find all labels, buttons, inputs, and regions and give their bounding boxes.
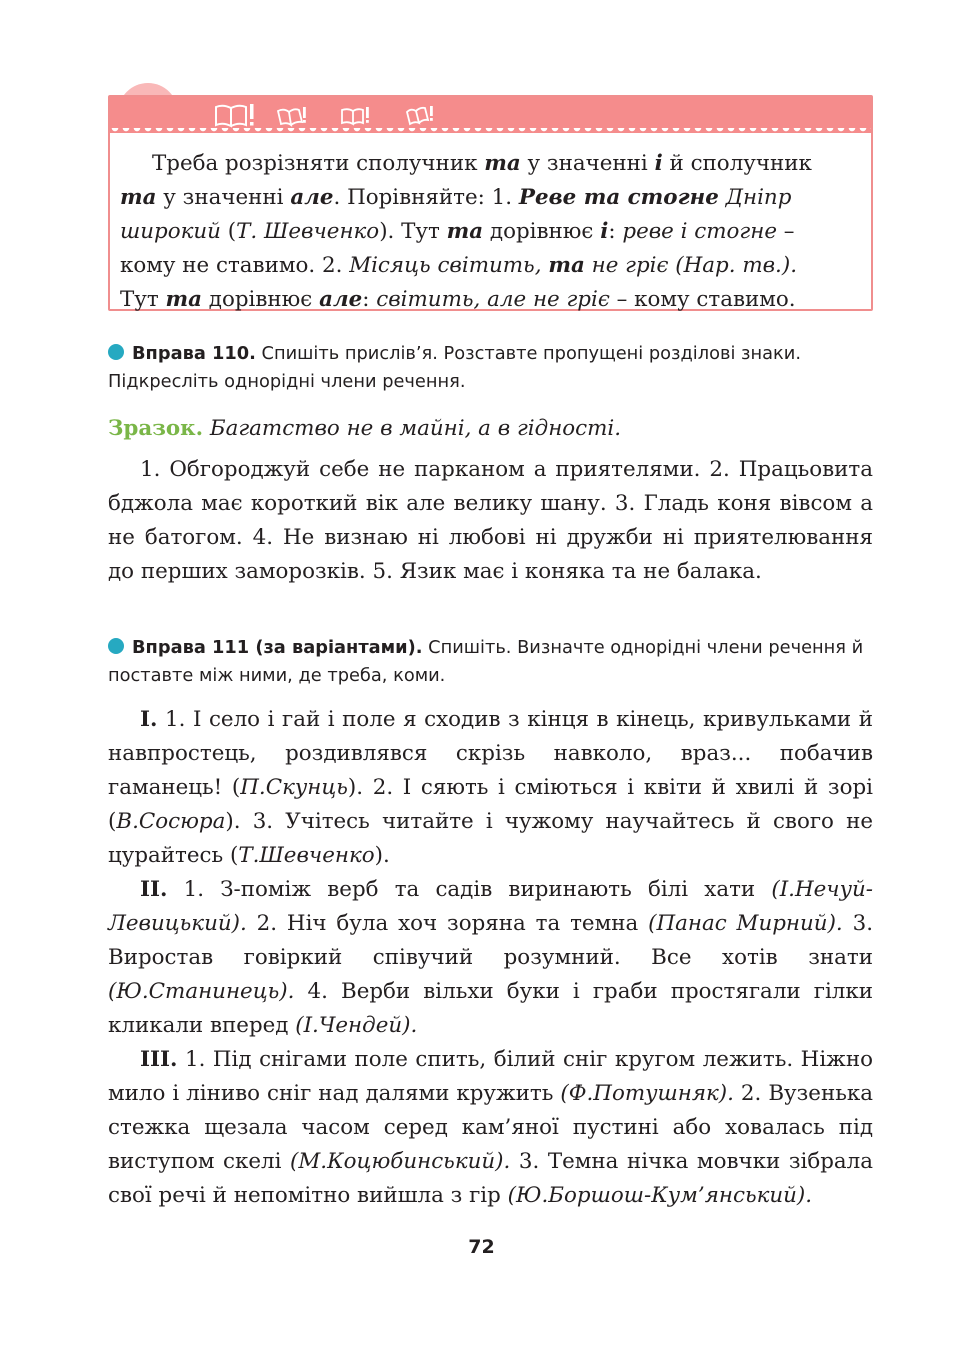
variant-3: III. 1. Під снігами поле спить, білий сніг кругом лежить. Ніжно мило і ліниво сніг над далями кружить (Ф.Потушняк). 2. Вузенька стежка щезала часом серед кам’яної пустині або ховалась під виступом скелі (М.Коцюбинський). 3. Темна нічка мовчки зібрала свої речі й непомітно вийшла з гір (Ю.Боршош-Кум’янський). [108, 1047, 873, 1208]
header-scallop-edge [110, 128, 871, 133]
open-book-icon [214, 103, 256, 129]
open-book-icon [404, 105, 436, 127]
rule-text [120, 147, 861, 317]
sample-line [108, 413, 621, 445]
bullet-dot-icon [108, 638, 124, 654]
page-number: 72 [468, 1236, 495, 1258]
exercise-110-text [108, 453, 873, 589]
rule-line: кому не ставимо. 2. Місяць світить, та не гріє (Нар. тв.). [120, 253, 798, 278]
exercise-label: Вправа 110. [132, 343, 256, 364]
sample-label: Зразок. [108, 416, 204, 441]
rule-line: Треба розрізняти сполучник та у значенні і й сполучник [152, 151, 812, 176]
exercise-110-heading [108, 340, 873, 396]
rule-box [108, 95, 873, 311]
open-book-icon [340, 106, 372, 128]
bullet-dot-icon [108, 344, 124, 360]
open-book-icon [276, 106, 308, 128]
rule-header [110, 97, 871, 133]
exercise-instruction: Спишіть прислів’я. Розставте пропущені розділові знаки. Підкресліть однорідні члени речення. [108, 343, 801, 392]
exercise-instruction: Спишіть. Визначте однорідні члени речення й поставте між ними, де треба, коми. [108, 637, 864, 686]
variant-1: I. 1. І село і гай і поле я сходив з кінця в кінець, кривульками й навпростець, роздивлявся скрізь навколо, враз... побачив гаманець! (П.Скунць). 2. І сяють і сміються і квіти й хвилі й зорі (В.Сосюра). 3. Учітесь читайте і чужому научайтесь й свого не цурайтесь (Т.Шевченко). [108, 707, 873, 868]
exercise-label: Вправа 111 (за варіантами). [132, 637, 423, 658]
rule-line: широкий (Т. Шевченко). Тут та дорівнює і: реве і стогне – [120, 219, 795, 244]
exercise-111-text [108, 703, 873, 1213]
rule-line: та у значенні але. Порівняйте: 1. Реве та стогне Дніпр [120, 185, 792, 210]
sample-text: Багатство не в майні, а в гідності. [209, 416, 622, 441]
exercise-text: 1. Обгороджуй себе не парканом а приятелями. 2. Працьовита бджола має короткий вік але велику шану. 3. Гладь коня вівсом а не батогом. 4. Не визнаю ні любові ні дружби ні приятелювання до перших заморозків. 5. Язик має і коняка та не балака. [108, 457, 873, 584]
exercise-111-heading [108, 634, 873, 690]
rule-line: Тут та дорівнює але: світить, але не гріє – кому ставимо. [120, 287, 796, 312]
variant-2: II. 1. З-поміж верб та садів виринають білі хати (І.Нечуй-Левицький). 2. Ніч була хоч зоряна та темна (Панас Мирний). 3. Виростав говіркий співучий розумний. Все хотів знати (Ю.Станинець). 4. Верби вільхи буки і граби простягали гілки кликали вперед (І.Чендей). [108, 877, 873, 1038]
